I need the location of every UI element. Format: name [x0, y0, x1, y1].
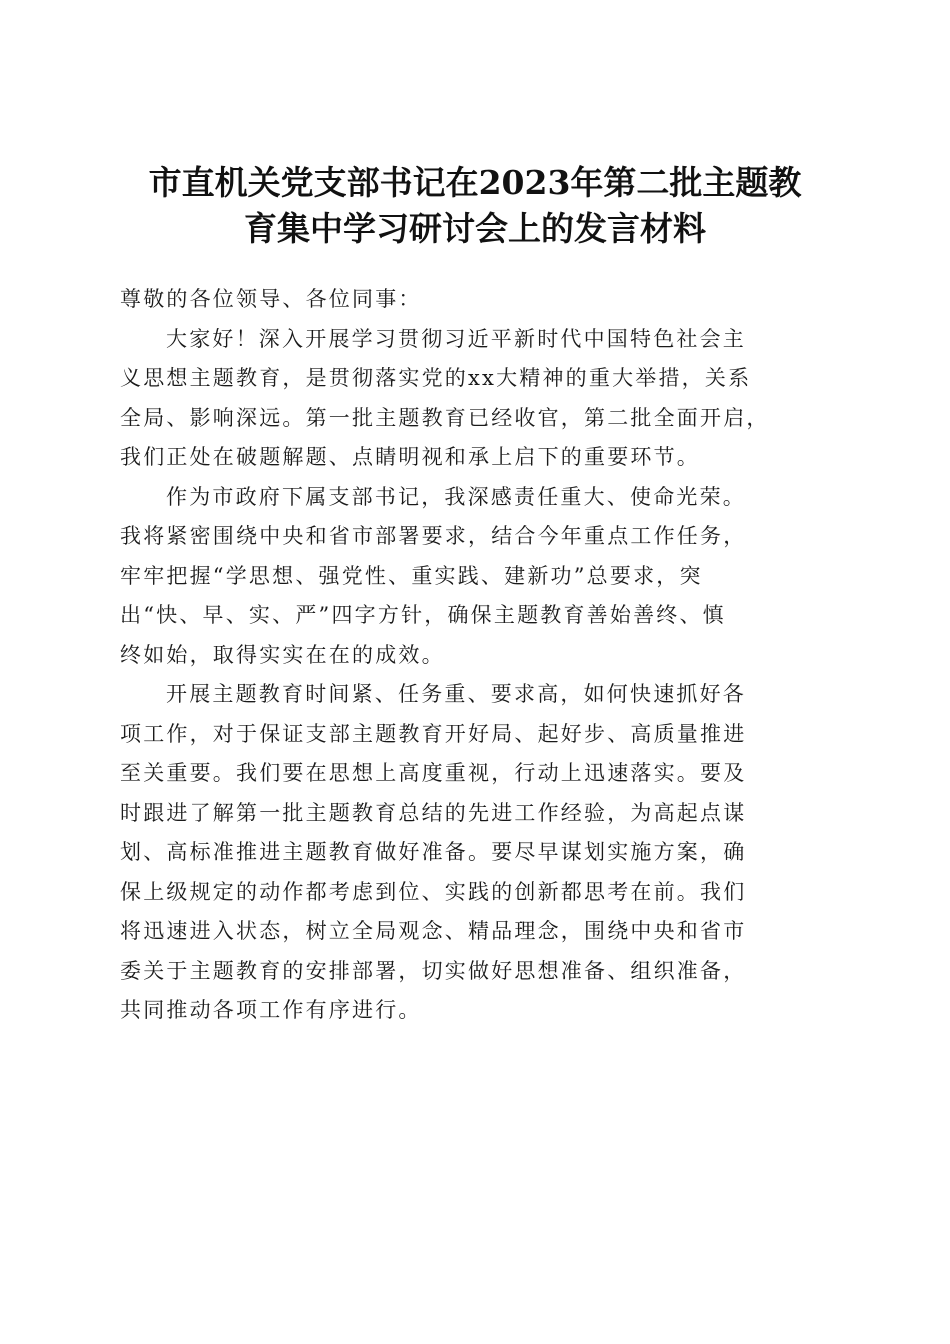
- paragraph-line: 项工作，对于保证支部主题教育开好局、起好步、高质量推进: [120, 721, 747, 746]
- paragraph-line: 开展主题教育时间紧、任务重、要求高，如何快速抓好各: [166, 682, 746, 706]
- title-line-1: 市直机关党支部书记在2023年第二批主题教: [148, 163, 802, 203]
- paragraph-1: [120, 320, 840, 478]
- paragraph-line: 全局、影响深远。第一批主题教育已经收官，第二批全面开启，: [120, 405, 770, 430]
- paragraph-line: 大家好！深入开展学习贯彻习近平新时代中国特色社会主: [166, 326, 746, 351]
- paragraph-2: [120, 478, 840, 676]
- paragraph-line: 共同推动各项工作有序进行。: [120, 998, 422, 1022]
- paragraph-line: 保上级规定的动作都考虑到位、实践的创新都思考在前。我们: [120, 879, 747, 904]
- paragraph-line: 义思想主题教育，是贯彻落实党的xx大精神的重大举措，关系: [120, 366, 752, 390]
- paragraph-line: 至关重要。我们要在思想上高度重视，行动上迅速落实。要及: [120, 761, 747, 785]
- paragraph-line: 将迅速进入状态，树立全局观念、精品理念，围绕中央和省市: [120, 919, 747, 943]
- paragraph-line: 终如始，取得实实在在的成效。: [120, 642, 445, 667]
- paragraph-line: 牢牢把握“学思想、强党性、重实践、建新功”总要求，突: [120, 563, 703, 588]
- paragraph-line: 出“快、早、实、严”四字方针，确保主题教育善始善终、慎: [120, 603, 726, 627]
- paragraph-line: 我将紧密围绕中央和省市部署要求，结合今年重点工作任务，: [120, 524, 747, 548]
- document-body: [120, 280, 840, 1031]
- title-line-2: 育集中学习研讨会上的发言材料: [244, 209, 706, 249]
- paragraph-line: 划、高标准推进主题教育做好准备。要尽早谋划实施方案，确: [120, 840, 747, 864]
- paragraph-line: 委关于主题教育的安排部署，切实做好思想准备、组织准备，: [120, 958, 747, 983]
- paragraph-line: 我们正处在破题解题、点睛明视和承上启下的重要环节。: [120, 445, 700, 469]
- document-title: [90, 160, 860, 252]
- paragraph-line: 作为市政府下属支部书记，我深感责任重大、使命光荣。: [166, 484, 746, 509]
- paragraph-line: 时跟进了解第一批主题教育总结的先进工作经验，为高起点谋: [120, 800, 747, 825]
- salutation: 尊敬的各位领导、各位同事：: [120, 287, 422, 311]
- paragraph-3: [120, 675, 840, 1031]
